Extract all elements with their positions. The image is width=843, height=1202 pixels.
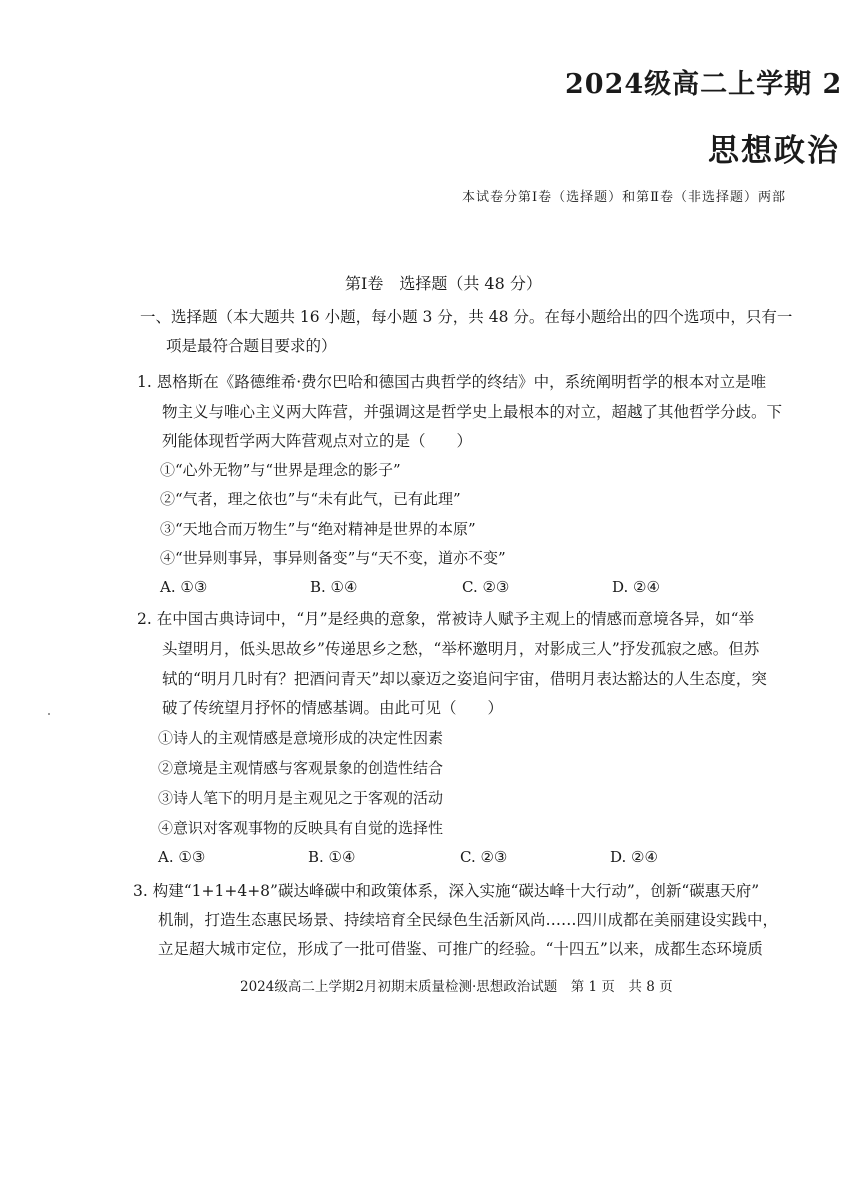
statement: ②意境是主观情感与客观景象的创造性结合: [158, 759, 444, 777]
choice-c: C. ②③: [460, 848, 508, 866]
question-line: 机制，打造生态惠民场景、持续培育全民绿色生活新风尚……四川成都在美丽建设实践中，: [158, 911, 779, 929]
statement: ③“天地合而万物生”与“绝对精神是世界的本原”: [160, 520, 476, 538]
statement: ④意识对客观事物的反映具有自觉的选择性: [158, 819, 444, 837]
choice-a: A. ①③: [160, 578, 208, 596]
question-line: 头望明月，低头思故乡”传递思乡之愁，“举杯邀明月，对影成三人”抒发孤寂之感。但苏: [162, 640, 760, 658]
section-instruction-line2: 项是最符合题目要求的）: [166, 337, 337, 355]
choice-b: B. ①④: [308, 848, 356, 866]
question-line: 轼的“明月几时有？把酒问青天”却以豪迈之姿追问宇宙，借明月表达豁达的人生态度，突: [162, 670, 767, 688]
question-line: 列能体现哲学两大阵营观点对立的是（ ）: [162, 432, 473, 450]
statement: ②“气者，理之依也”与“未有此气，已有此理”: [160, 490, 461, 508]
section-instruction-line1: 一、选择题（本大题共 16 小题，每小题 3 分，共 48 分。在每小题给出的四个选项中，只有一: [140, 308, 793, 326]
statement: ①“心外无物”与“世界是理念的影子”: [160, 461, 401, 479]
question-line: 1. 恩格斯在《路德维希·费尔巴哈和德国古典哲学的终结》中，系统阐明哲学的根本对立是唯: [137, 373, 767, 391]
question-line: 物主义与唯心主义两大阵营，并强调这是哲学史上最根本的对立，超越了其他哲学分歧。下: [162, 403, 783, 421]
statement: ④“世异则事异，事异则备变”与“天不变，道亦不变”: [160, 549, 506, 567]
section-title: 第Ⅰ卷 选择题（共 48 分）: [345, 274, 542, 293]
question-line: 破了传统望月抒怀的情感基调。由此可见（ ）: [162, 699, 504, 717]
choice-d: D. ②④: [610, 848, 658, 866]
exam-title-line1: 2024级高二上学期 2: [565, 69, 843, 100]
choice-d: D. ②④: [612, 578, 660, 596]
question-line: 3. 构建“1+1+4+8”碳达峰碳中和政策体系，深入实施“碳达峰十大行动”，创新“碳惠天府”: [133, 882, 760, 900]
exam-intro: 本试卷分第Ⅰ卷（选择题）和第Ⅱ卷（非选择题）两部: [462, 190, 786, 205]
statement: ③诗人笔下的明月是主观见之于客观的活动: [158, 789, 444, 807]
choice-b: B. ①④: [310, 578, 358, 596]
scan-dot: [48, 713, 50, 715]
question-line: 2. 在中国古典诗词中，“月”是经典的意象，常被诗人赋予主观上的情感而意境各异，如“举: [137, 610, 754, 628]
page-footer: 2024级高二上学期2月初期末质量检测·思想政治试题 第 1 页 共 8 页: [240, 979, 673, 995]
choice-c: C. ②③: [462, 578, 510, 596]
question-line: 立足超大城市定位，形成了一批可借鉴、可推广的经验。“十四五”以来，成都生态环境质: [158, 940, 763, 958]
choice-a: A. ①③: [158, 848, 206, 866]
statement: ①诗人的主观情感是意境形成的决定性因素: [158, 729, 444, 747]
exam-subject-title: 思想政治: [708, 133, 840, 169]
